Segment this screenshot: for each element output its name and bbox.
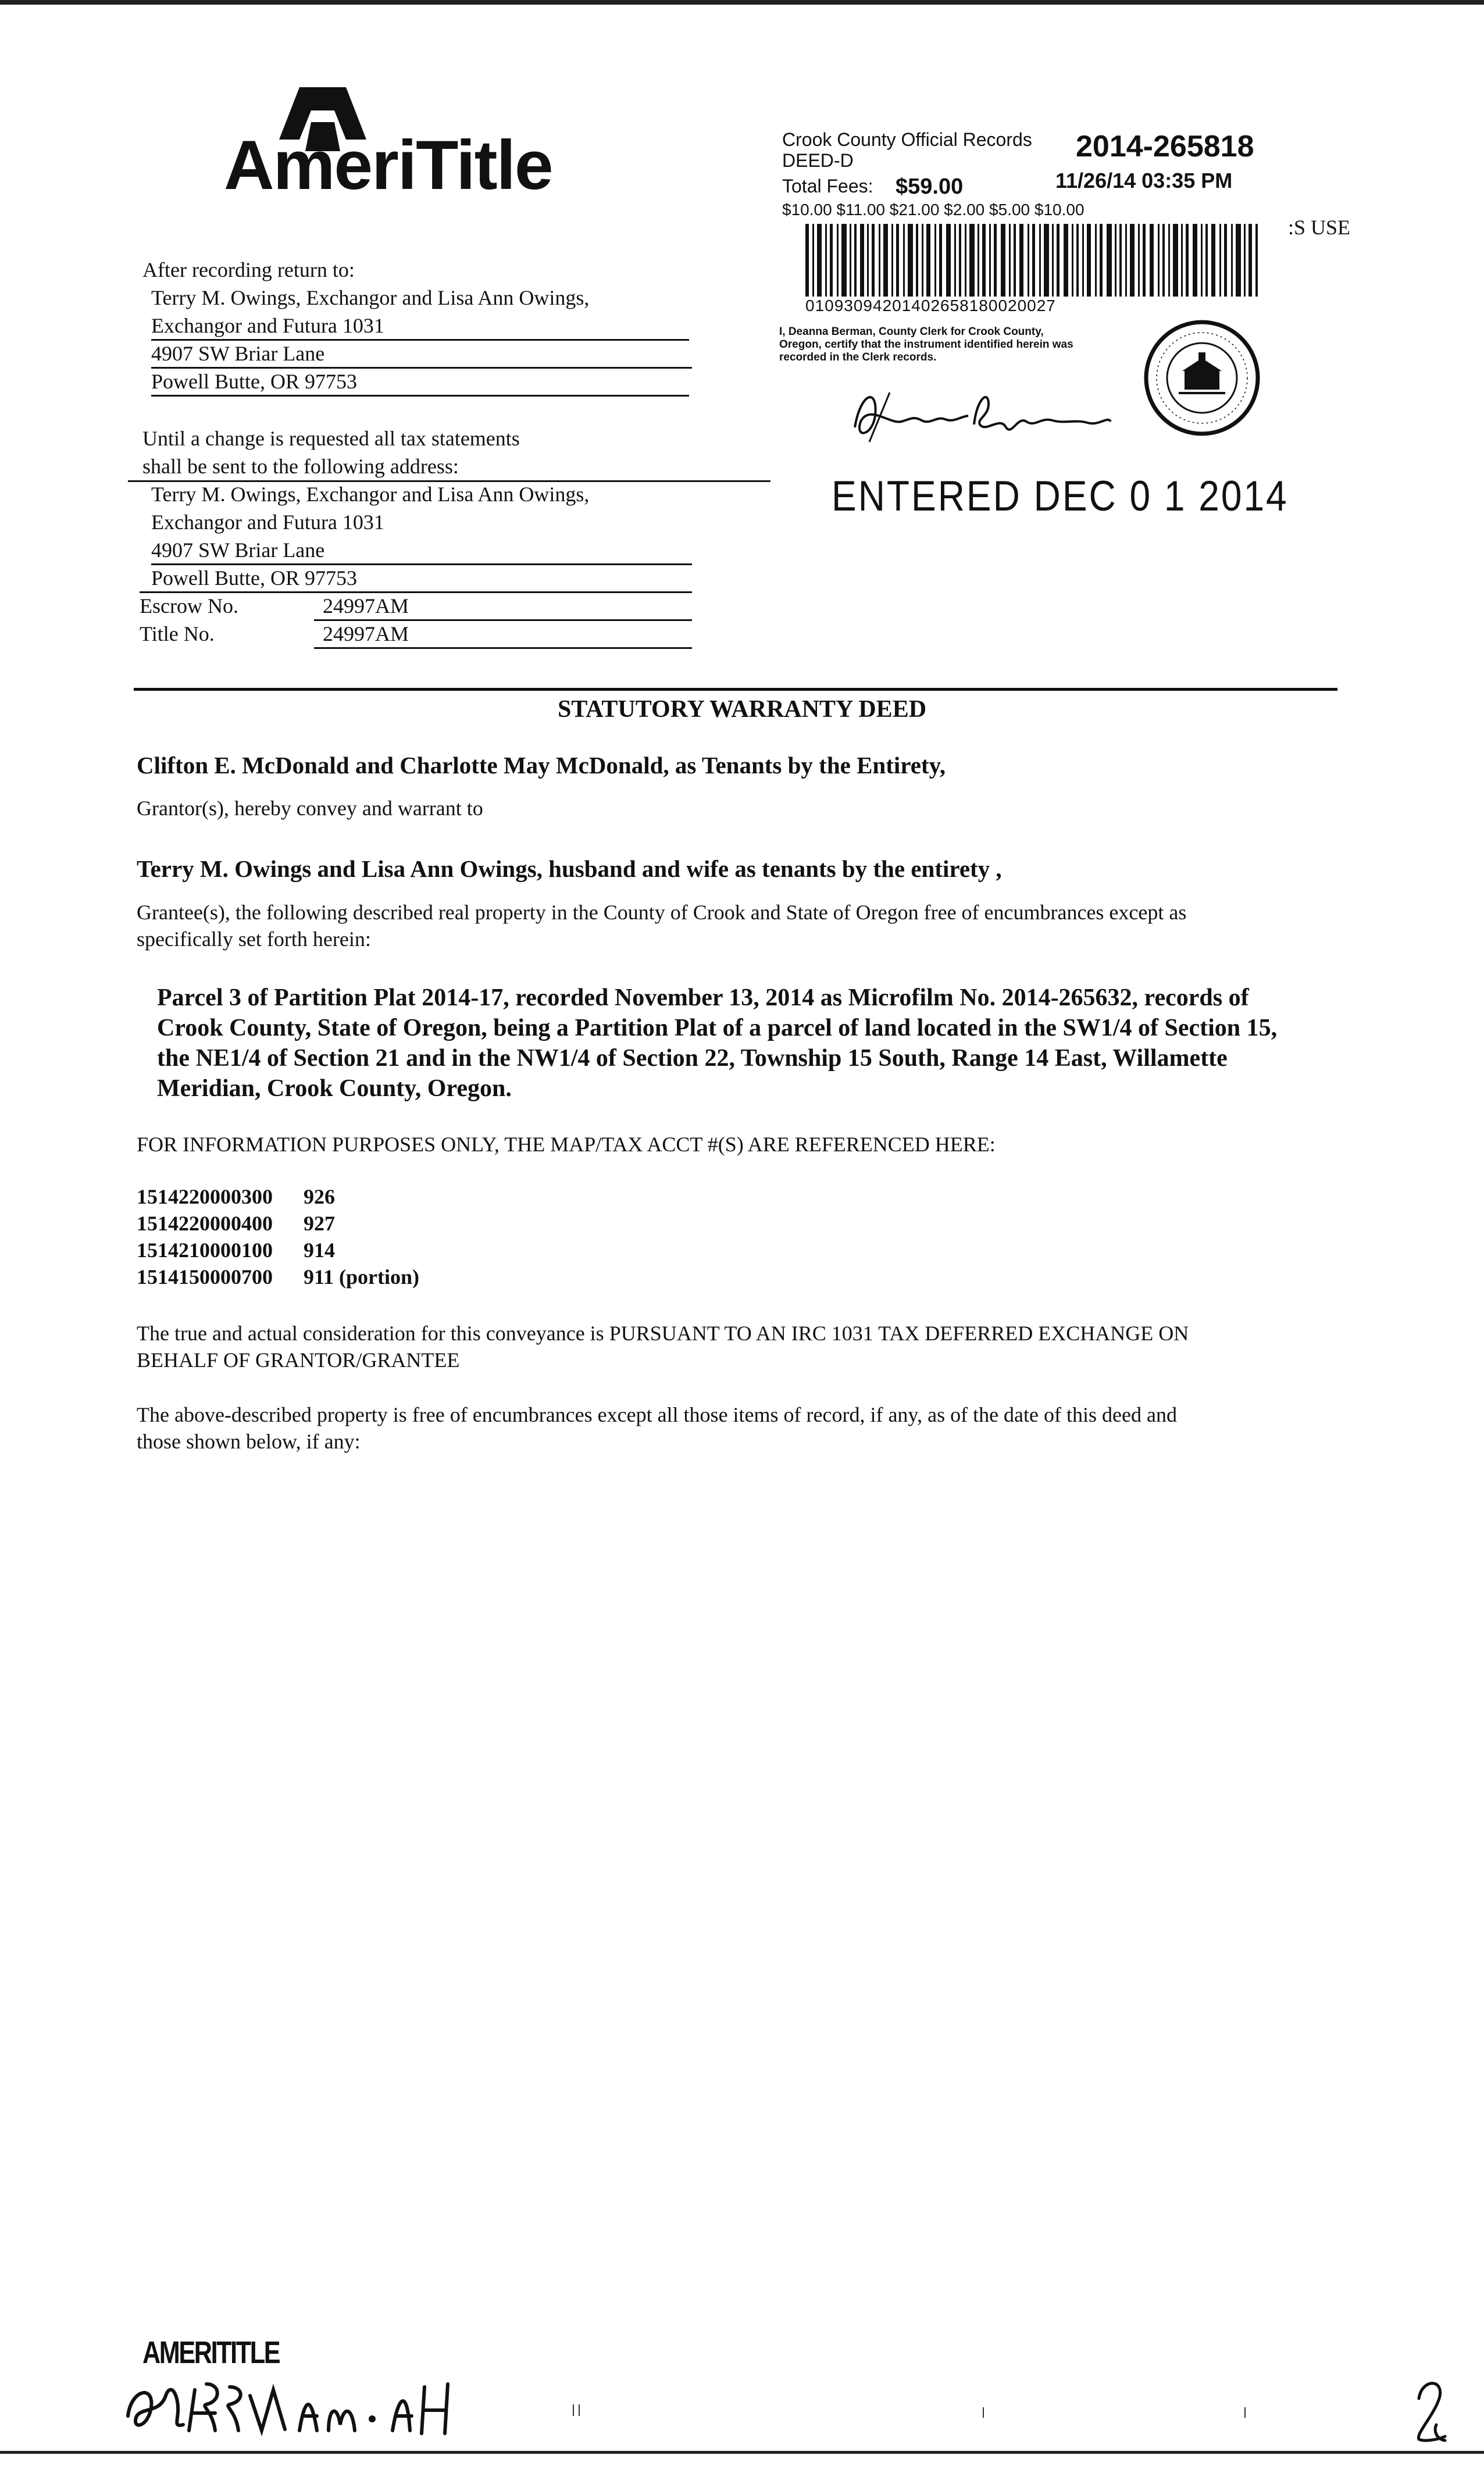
tax-account-number: 911 (portion) <box>304 1265 420 1289</box>
county-use-label: :S USE <box>1288 216 1351 239</box>
scan-artifact <box>1244 2407 1246 2418</box>
legal-description-line-4: Meridian, Crook County, Oregon. <box>157 1075 512 1102</box>
tax-line-2: Exchangor and Futura 1031 <box>151 511 384 534</box>
consideration-line-1: The true and actual consideration for this conveyance is PURSUANT TO AN IRC 1031 TAX DEFERRED EXCHANGE ON <box>137 1322 1189 1345</box>
tax-map-number: 1514220000300 <box>137 1185 273 1208</box>
return-line-2: Exchangor and Futura 1031 <box>151 314 384 337</box>
grantee-names: Terry M. Owings and Lisa Ann Owings, husband and wife as tenants by the entirety , <box>137 855 1002 882</box>
info-heading: FOR INFORMATION PURPOSES ONLY, THE MAP/TAX ACCT #(S) ARE REFERENCED HERE: <box>137 1133 996 1156</box>
handwritten-file-number <box>119 2361 480 2439</box>
encumbrance-line-1: The above-described property is free of encumbrances except all those items of record, if any, as of the date of this deed and <box>137 1403 1177 1426</box>
barcode-icon <box>805 224 1259 297</box>
return-line-3: 4907 SW Briar Lane <box>151 342 325 365</box>
tax-heading-1: Until a change is requested all tax statements <box>142 427 520 450</box>
tax-map-number: 1514220000400 <box>137 1212 273 1235</box>
document-type: DEED-D <box>782 150 854 171</box>
title-label: Title No. <box>140 622 215 645</box>
return-line-4: Powell Butte, OR 97753 <box>151 370 358 393</box>
total-fees: $59.00 <box>896 174 964 199</box>
scan-artifact <box>983 2407 984 2418</box>
tax-heading-2: shall be sent to the following address: <box>142 455 459 478</box>
ameritite-footer-stamp: AMERITITLE <box>142 2335 280 2370</box>
title-number: 24997AM <box>323 622 409 645</box>
fee-breakdown: $10.00 $11.00 $21.00 $2.00 $5.00 $10.00 <box>782 201 1085 219</box>
barcode-number: 01093094201402658180020027 <box>805 297 1056 315</box>
legal-description-line-2: Crook County, State of Oregon, being a Partition Plat of a parcel of land located in the SW1/4 of Section 15, <box>157 1015 1278 1041</box>
grantee-clause-1: Grantee(s), the following described real property in the County of Crook and State of Oregon free of encumbrances except as <box>137 901 1187 924</box>
tax-account-number: 926 <box>304 1185 335 1208</box>
tax-line-3: 4907 SW Briar Lane <box>151 538 325 562</box>
legal-description-line-3: the NE1/4 of Section 21 and in the NW1/4 of Section 22, Township 15 South, Range 14 East, Willamette <box>157 1045 1228 1072</box>
return-heading: After recording return to: <box>142 258 355 281</box>
return-line-1: Terry M. Owings, Exchangor and Lisa Ann Owings, <box>151 286 590 309</box>
top-scan-border <box>0 0 1484 5</box>
consideration-line-2: BEHALF OF GRANTOR/GRANTEE <box>137 1348 460 1372</box>
recording-office: Crook County Official Records <box>782 129 1032 150</box>
tax-map-number: 1514150000700 <box>137 1265 273 1289</box>
grantor-names: Clifton E. McDonald and Charlotte May McDonald, as Tenants by the Entirety, <box>137 752 946 779</box>
instrument-number: 2014-265818 <box>1076 130 1254 163</box>
deed-title: STATUTORY WARRANTY DEED <box>557 696 927 723</box>
encumbrance-line-2: those shown below, if any: <box>137 1430 361 1453</box>
county-seal-icon <box>1143 319 1262 438</box>
scan-artifact <box>573 2404 580 2416</box>
grantee-clause-2: specifically set forth herein: <box>137 927 371 951</box>
bottom-scan-border <box>0 2451 1484 2454</box>
escrow-label: Escrow No. <box>140 594 238 618</box>
clerk-signature <box>843 381 1116 451</box>
recording-datetime: 11/26/14 03:35 PM <box>1055 169 1233 192</box>
grantor-clause: Grantor(s), hereby convey and warrant to <box>137 797 483 820</box>
fees-label: Total Fees: <box>782 176 873 197</box>
tax-account-number: 914 <box>304 1239 335 1262</box>
clerk-certification: I, Deanna Berman, County Clerk for Crook County, Oregon, certify that the instrument identified herein was recorded in the Clerk records. <box>779 326 1073 363</box>
escrow-number: 24997AM <box>323 594 409 618</box>
page-number-mark <box>1410 2375 1451 2445</box>
company-logo: AmeriTitle <box>224 126 552 204</box>
tax-account-number: 927 <box>304 1212 335 1235</box>
tax-line-4: Powell Butte, OR 97753 <box>151 566 358 590</box>
tax-map-number: 1514210000100 <box>137 1239 273 1262</box>
tax-line-1: Terry M. Owings, Exchangor and Lisa Ann Owings, <box>151 483 590 506</box>
legal-description-line-1: Parcel 3 of Partition Plat 2014-17, recorded November 13, 2014 as Microfilm No. 2014-265632, records of <box>157 984 1249 1011</box>
entered-date-stamp: ENTERED DEC 0 1 2014 <box>832 472 1289 520</box>
